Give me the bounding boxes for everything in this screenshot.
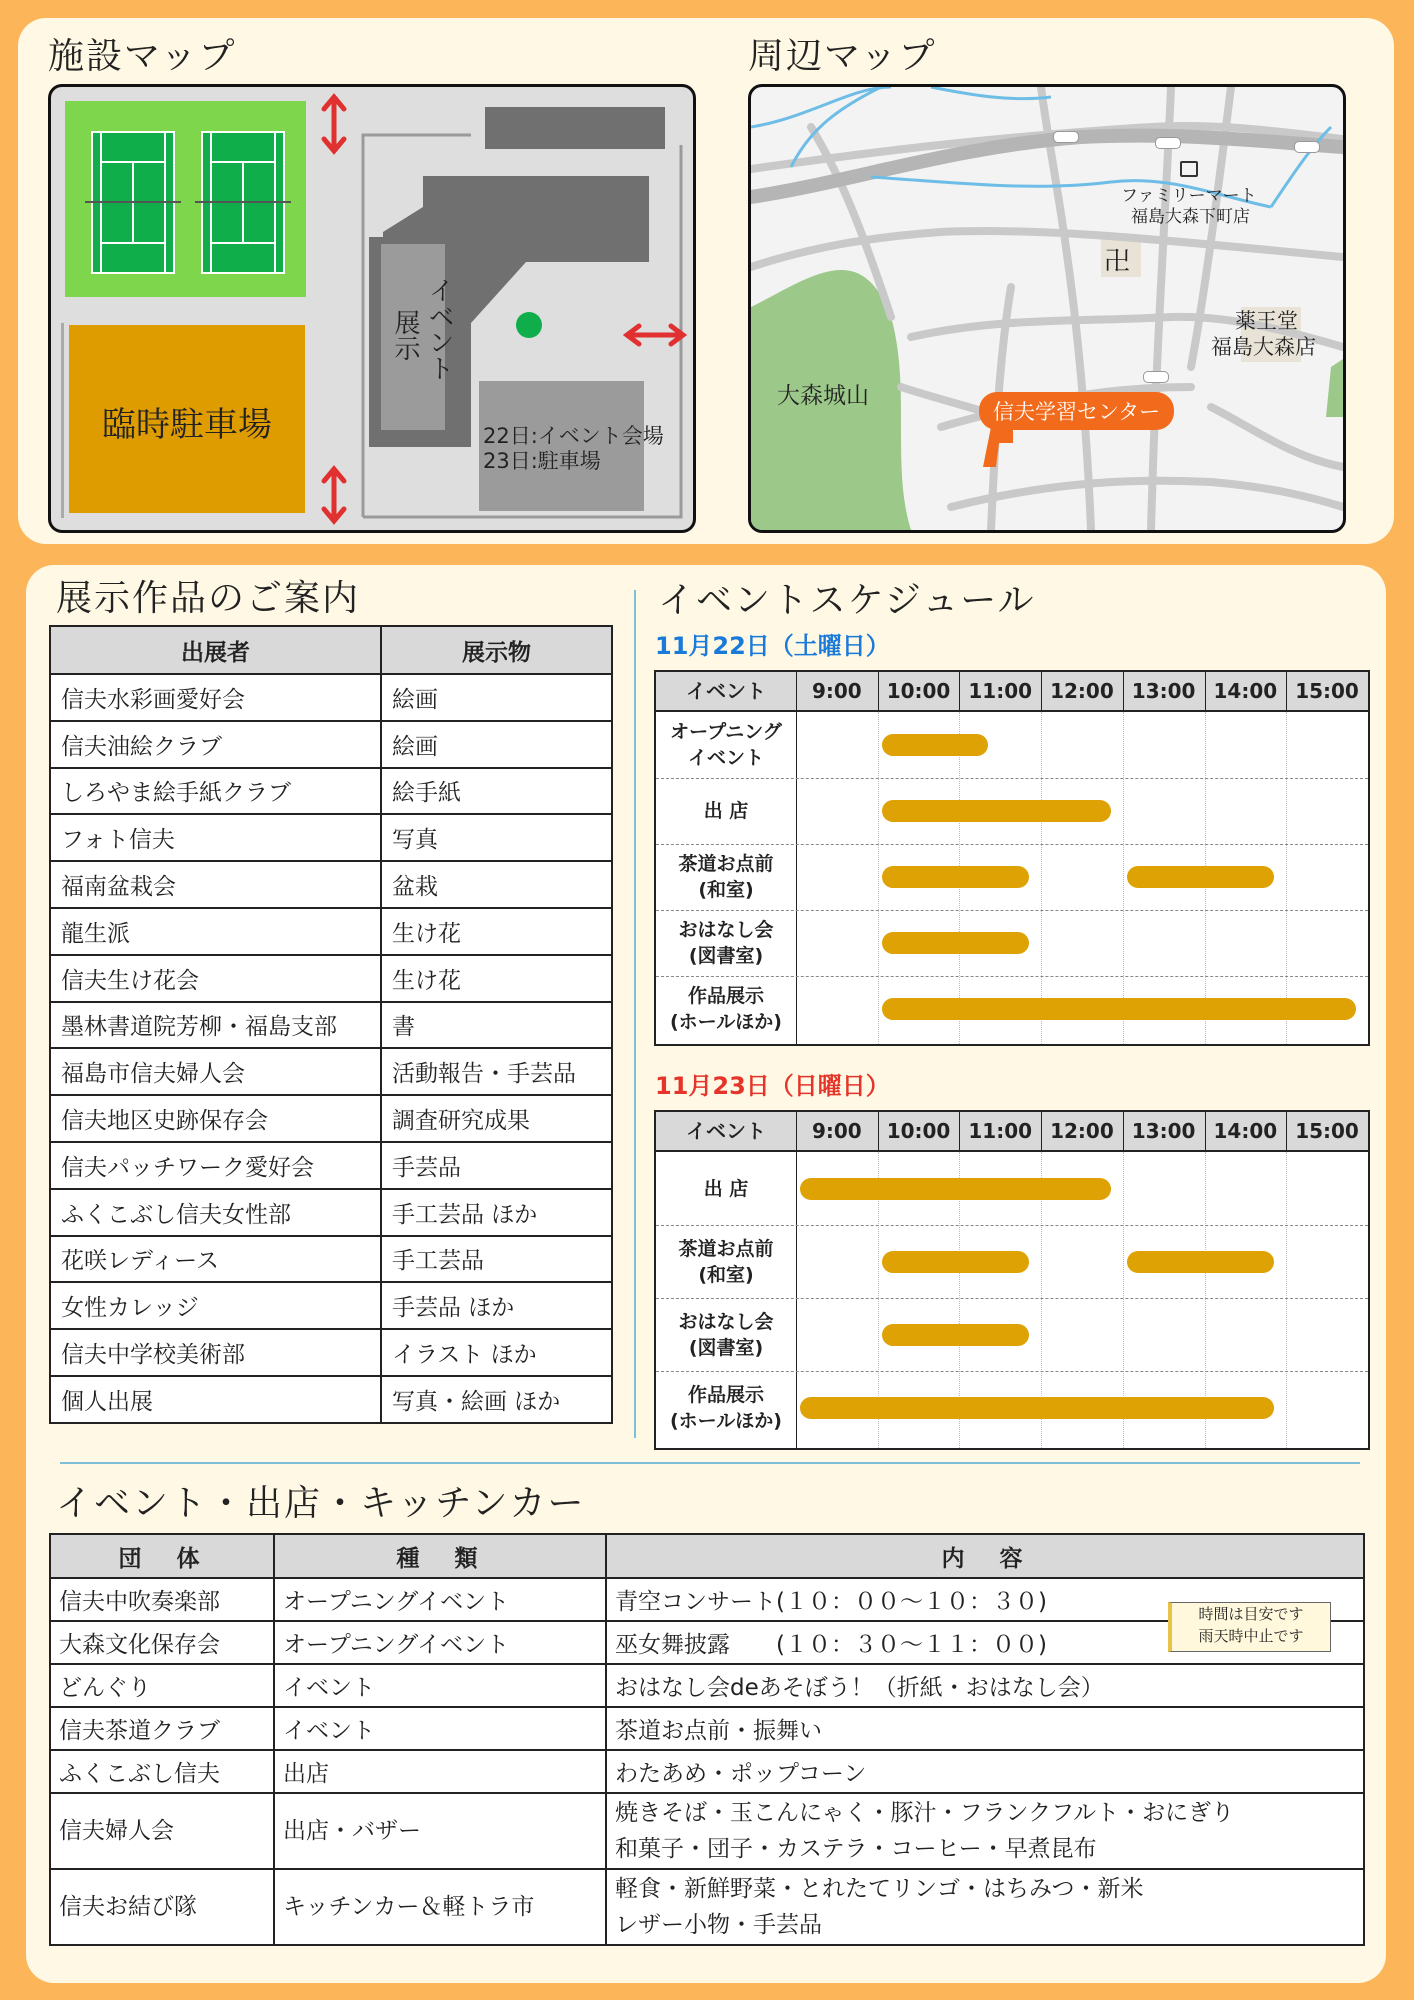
event-label bbox=[656, 1176, 796, 1202]
type-cell: 出店・バザー bbox=[274, 1793, 606, 1869]
table-row bbox=[50, 908, 612, 955]
row-divider bbox=[656, 778, 1368, 779]
lot-label-2: 23日:駐車場 bbox=[483, 449, 601, 473]
time-gridline bbox=[878, 712, 879, 1044]
schedule-bar bbox=[882, 800, 1111, 822]
time-divider bbox=[959, 672, 960, 710]
exhibitor-cell: フォト信夫 bbox=[50, 814, 381, 861]
content-cell bbox=[606, 1869, 1364, 1945]
item-cell: 手工芸品 ほか bbox=[381, 1189, 612, 1236]
table-row bbox=[50, 861, 612, 908]
time-header: 15:00 bbox=[1295, 679, 1359, 703]
event-label-line: 出 店 bbox=[703, 800, 749, 822]
group-cell: ふくこぶし信夫 bbox=[50, 1750, 274, 1793]
table-row bbox=[50, 1793, 1364, 1869]
event-label bbox=[656, 1236, 796, 1288]
parking-label: 臨時駐車場 bbox=[102, 405, 272, 445]
table-row bbox=[50, 1095, 612, 1142]
content-cell bbox=[606, 1793, 1364, 1869]
exhibitor-cell: 龍生派 bbox=[50, 908, 381, 955]
time-header: 11:00 bbox=[968, 679, 1033, 703]
event-label-line: 作品展示 bbox=[687, 1383, 764, 1406]
event-label bbox=[656, 917, 796, 969]
time-header: 14:00 bbox=[1213, 679, 1278, 703]
temple-icon: 卍 bbox=[1104, 247, 1131, 277]
time-divider bbox=[1041, 672, 1042, 710]
table-row bbox=[50, 721, 612, 768]
table-row bbox=[50, 1142, 612, 1189]
label-divider bbox=[796, 1112, 797, 1448]
area-map bbox=[748, 84, 1346, 533]
schedule-bar bbox=[1127, 866, 1274, 888]
exhibitor-cell: 墨林書道院芳柳・福島支部 bbox=[50, 1002, 381, 1049]
horizontal-divider bbox=[60, 1462, 1360, 1464]
schedule-bar bbox=[1127, 1251, 1274, 1273]
traffic-light-icon bbox=[1143, 371, 1169, 383]
time-header: 13:00 bbox=[1131, 1119, 1196, 1143]
row-divider bbox=[656, 844, 1368, 845]
schedule-title: イベントスケジュール bbox=[658, 580, 1036, 621]
table-row bbox=[50, 1578, 1364, 1621]
facility-map bbox=[48, 84, 696, 533]
event-label bbox=[656, 1382, 796, 1434]
content-line: レザー小物・手芸品 bbox=[615, 1912, 822, 1938]
table-row bbox=[50, 955, 612, 1002]
castle-label: 大森城山 bbox=[777, 383, 869, 409]
time-header: 9:00 bbox=[811, 679, 862, 703]
table-row bbox=[50, 1621, 1364, 1664]
exhibits-table bbox=[49, 625, 613, 1424]
store-label-2: 福島大森下町店 bbox=[1131, 207, 1250, 227]
content-line: 青空コンサート(１０：００〜１０：３０) bbox=[615, 1589, 1047, 1615]
store-icon bbox=[1180, 161, 1198, 177]
row-divider bbox=[656, 1225, 1368, 1226]
table-row bbox=[50, 1376, 612, 1423]
table-row bbox=[50, 1707, 1364, 1750]
time-header: 12:00 bbox=[1050, 679, 1114, 703]
item-cell: 絵画 bbox=[381, 721, 612, 768]
exhibit-label: 展示 bbox=[390, 309, 420, 361]
time-gridline bbox=[1286, 712, 1287, 1044]
item-cell: 手芸品 ほか bbox=[381, 1282, 612, 1329]
events-title: イベント・出店・キッチンカー bbox=[56, 1483, 586, 1524]
time-header: 10:00 bbox=[886, 679, 951, 703]
content-line: 巫女舞披露 (１０：３０〜１１：００) bbox=[615, 1632, 1047, 1658]
exhibits-title: 展示作品のご案内 bbox=[56, 578, 361, 619]
item-cell: 調査研究成果 bbox=[381, 1095, 612, 1142]
area-map-title: 周辺マップ bbox=[748, 36, 937, 77]
time-header: 11:00 bbox=[968, 1119, 1033, 1143]
content-line: おはなし会deあそぼう！（折紙・おはなし会） bbox=[615, 1675, 1104, 1701]
item-cell: イラスト ほか bbox=[381, 1329, 612, 1376]
row-divider bbox=[656, 976, 1368, 977]
traffic-light-icon bbox=[1053, 131, 1079, 143]
time-header: 14:00 bbox=[1213, 1119, 1278, 1143]
event-label-line: おはなし会 bbox=[678, 1310, 774, 1333]
content-line: 焼きそば・玉こんにゃく・豚汁・フランクフルト・おにぎり bbox=[615, 1800, 1235, 1826]
content-line: 茶道お点前・振舞い bbox=[615, 1718, 822, 1744]
type-cell: キッチンカー＆軽トラ市 bbox=[274, 1869, 606, 1945]
content-header: 内 容 bbox=[606, 1534, 1364, 1578]
event-label-line: (和室) bbox=[698, 1263, 754, 1286]
time-header: 12:00 bbox=[1050, 1119, 1114, 1143]
time-divider bbox=[959, 1112, 960, 1150]
time-header: 15:00 bbox=[1295, 1119, 1359, 1143]
time-divider bbox=[878, 672, 879, 710]
exhibitor-cell: ふくこぶし信夫女性部 bbox=[50, 1189, 381, 1236]
event-column-header: イベント bbox=[686, 1119, 766, 1143]
item-cell: 手工芸品 bbox=[381, 1236, 612, 1283]
vertical-divider bbox=[634, 590, 636, 1438]
event-label bbox=[656, 983, 796, 1035]
time-header: 13:00 bbox=[1131, 679, 1196, 703]
time-divider bbox=[1286, 1112, 1287, 1150]
item-cell: 書 bbox=[381, 1002, 612, 1049]
exhibitor-cell: 福島市信夫婦人会 bbox=[50, 1048, 381, 1095]
event-label-line: 出 店 bbox=[703, 1177, 749, 1200]
exhibitor-cell: 福南盆栽会 bbox=[50, 861, 381, 908]
schedule-bar bbox=[882, 866, 1029, 888]
item-header: 展示物 bbox=[381, 626, 612, 674]
exhibitor-cell: 女性カレッジ bbox=[50, 1282, 381, 1329]
exhibitor-cell: 信夫中学校美術部 bbox=[50, 1329, 381, 1376]
type-cell: イベント bbox=[274, 1664, 606, 1707]
group-cell: 信夫茶道クラブ bbox=[50, 1707, 274, 1750]
event-label bbox=[656, 798, 796, 824]
facility-map-title: 施設マップ bbox=[48, 36, 237, 77]
item-cell: 活動報告・手芸品 bbox=[381, 1048, 612, 1095]
schedule-bar bbox=[882, 932, 1029, 954]
type-cell: オープニングイベント bbox=[274, 1621, 606, 1664]
note-box bbox=[1168, 1602, 1331, 1652]
time-divider bbox=[1205, 672, 1206, 710]
day1-schedule bbox=[654, 670, 1370, 1046]
table-row bbox=[50, 1282, 612, 1329]
event-label bbox=[656, 719, 796, 771]
exhibitor-cell: 信夫生け花会 bbox=[50, 955, 381, 1002]
schedule-bar bbox=[882, 998, 1356, 1020]
table-row bbox=[50, 1002, 612, 1049]
lot-label-1: 22日:イベント会場 bbox=[483, 424, 664, 448]
event-label-line: (ホールほか) bbox=[670, 1011, 782, 1033]
content-line: 和菓子・団子・カステラ・コーヒー・早煮昆布 bbox=[615, 1836, 1097, 1862]
time-divider bbox=[878, 1112, 879, 1150]
events-table bbox=[49, 1533, 1365, 1946]
pharmacy-label-1: 薬王堂 bbox=[1235, 309, 1298, 333]
day1-date: 11月22日（土曜日） bbox=[655, 632, 890, 660]
type-cell: イベント bbox=[274, 1707, 606, 1750]
event-label bbox=[656, 1309, 796, 1361]
schedule-bar bbox=[882, 734, 988, 756]
type-header: 種 類 bbox=[274, 1534, 606, 1578]
item-cell: 絵画 bbox=[381, 674, 612, 721]
table-row bbox=[50, 674, 612, 721]
exhibitor-cell: 信夫油絵クラブ bbox=[50, 721, 381, 768]
pharmacy-label-2: 福島大森店 bbox=[1211, 335, 1316, 359]
table-row bbox=[50, 768, 612, 815]
event-label-line: (和室) bbox=[698, 879, 754, 901]
event-label-line: (図書室) bbox=[688, 945, 764, 967]
item-cell: 生け花 bbox=[381, 955, 612, 1002]
exhibitor-header: 出展者 bbox=[50, 626, 381, 674]
time-divider bbox=[1123, 1112, 1124, 1150]
group-cell: 大森文化保存会 bbox=[50, 1621, 274, 1664]
group-cell: 信夫中吹奏楽部 bbox=[50, 1578, 274, 1621]
table-row bbox=[50, 1048, 612, 1095]
row-divider bbox=[656, 910, 1368, 911]
arrow-icons bbox=[51, 87, 693, 530]
item-cell: 生け花 bbox=[381, 908, 612, 955]
item-cell: 写真・絵画 ほか bbox=[381, 1376, 612, 1423]
day2-schedule bbox=[654, 1110, 1370, 1450]
item-cell: 手芸品 bbox=[381, 1142, 612, 1189]
event-label-line: 茶道お点前 bbox=[678, 853, 774, 875]
content-line: わたあめ・ポップコーン bbox=[615, 1761, 867, 1787]
store-label-1: ファミリーマート bbox=[1121, 186, 1257, 206]
event-label-line: おはなし会 bbox=[678, 919, 774, 941]
group-cell: どんぐり bbox=[50, 1664, 274, 1707]
exhibitor-cell: しろやま絵手紙クラブ bbox=[50, 768, 381, 815]
traffic-light-icon bbox=[1294, 141, 1320, 153]
table-row bbox=[50, 814, 612, 861]
content-cell bbox=[606, 1750, 1364, 1793]
time-divider bbox=[1286, 672, 1287, 710]
table-row bbox=[50, 1664, 1364, 1707]
event-column-header: イベント bbox=[686, 679, 766, 703]
table-row bbox=[50, 1329, 612, 1376]
group-cell: 信夫お結び隊 bbox=[50, 1869, 274, 1945]
time-gridline bbox=[1041, 712, 1042, 1044]
exhibitor-cell: 花咲レディース bbox=[50, 1236, 381, 1283]
time-divider bbox=[1205, 1112, 1206, 1150]
type-cell: オープニングイベント bbox=[274, 1578, 606, 1621]
content-cell bbox=[606, 1664, 1364, 1707]
item-cell: 盆栽 bbox=[381, 861, 612, 908]
traffic-light-icon bbox=[1155, 137, 1181, 149]
time-gridline bbox=[1123, 712, 1124, 1044]
content-cell bbox=[606, 1707, 1364, 1750]
time-header: 10:00 bbox=[886, 1119, 951, 1143]
event-label-line: オープニング bbox=[670, 721, 782, 743]
event-label-line: (ホールほか) bbox=[670, 1409, 782, 1432]
row-divider bbox=[656, 1298, 1368, 1299]
exhibitor-cell: 信夫地区史跡保存会 bbox=[50, 1095, 381, 1142]
item-cell: 写真 bbox=[381, 814, 612, 861]
event-label bbox=[656, 851, 796, 903]
table-row bbox=[50, 1750, 1364, 1793]
event-label: イベント bbox=[424, 277, 454, 381]
type-cell: 出店 bbox=[274, 1750, 606, 1793]
table-row bbox=[50, 1869, 1364, 1945]
day2-date: 11月23日（日曜日） bbox=[655, 1072, 890, 1100]
time-divider bbox=[1041, 1112, 1042, 1150]
item-cell: 絵手紙 bbox=[381, 768, 612, 815]
group-cell: 信夫婦人会 bbox=[50, 1793, 274, 1869]
schedule-bar bbox=[800, 1397, 1274, 1419]
exhibitor-cell: 信夫水彩画愛好会 bbox=[50, 674, 381, 721]
event-label-line: 作品展示 bbox=[687, 985, 764, 1007]
event-label-line: (図書室) bbox=[688, 1336, 764, 1359]
time-gridline bbox=[1286, 1152, 1287, 1448]
content-line: 軽食・新鮮野菜・とれたてリンゴ・はちみつ・新米 bbox=[615, 1876, 1144, 1902]
label-divider bbox=[796, 672, 797, 1044]
note-line-2: 雨天時中止です bbox=[1198, 1627, 1304, 1645]
exhibitor-cell: 信夫パッチワーク愛好会 bbox=[50, 1142, 381, 1189]
event-label-line: 茶道お点前 bbox=[678, 1237, 774, 1260]
schedule-bar bbox=[800, 1178, 1111, 1200]
exhibitor-cell: 個人出展 bbox=[50, 1376, 381, 1423]
table-row bbox=[50, 1236, 612, 1283]
time-header: 9:00 bbox=[811, 1119, 862, 1143]
row-divider bbox=[656, 1371, 1368, 1372]
group-header: 団 体 bbox=[50, 1534, 274, 1578]
event-label-line: イベント bbox=[687, 747, 764, 769]
schedule-bar bbox=[882, 1251, 1029, 1273]
center-label: 信夫学習センター bbox=[979, 392, 1174, 430]
time-divider bbox=[1123, 672, 1124, 710]
schedule-bar bbox=[882, 1324, 1029, 1346]
table-row bbox=[50, 1189, 612, 1236]
note-line-1: 時間は目安です bbox=[1198, 1605, 1304, 1623]
